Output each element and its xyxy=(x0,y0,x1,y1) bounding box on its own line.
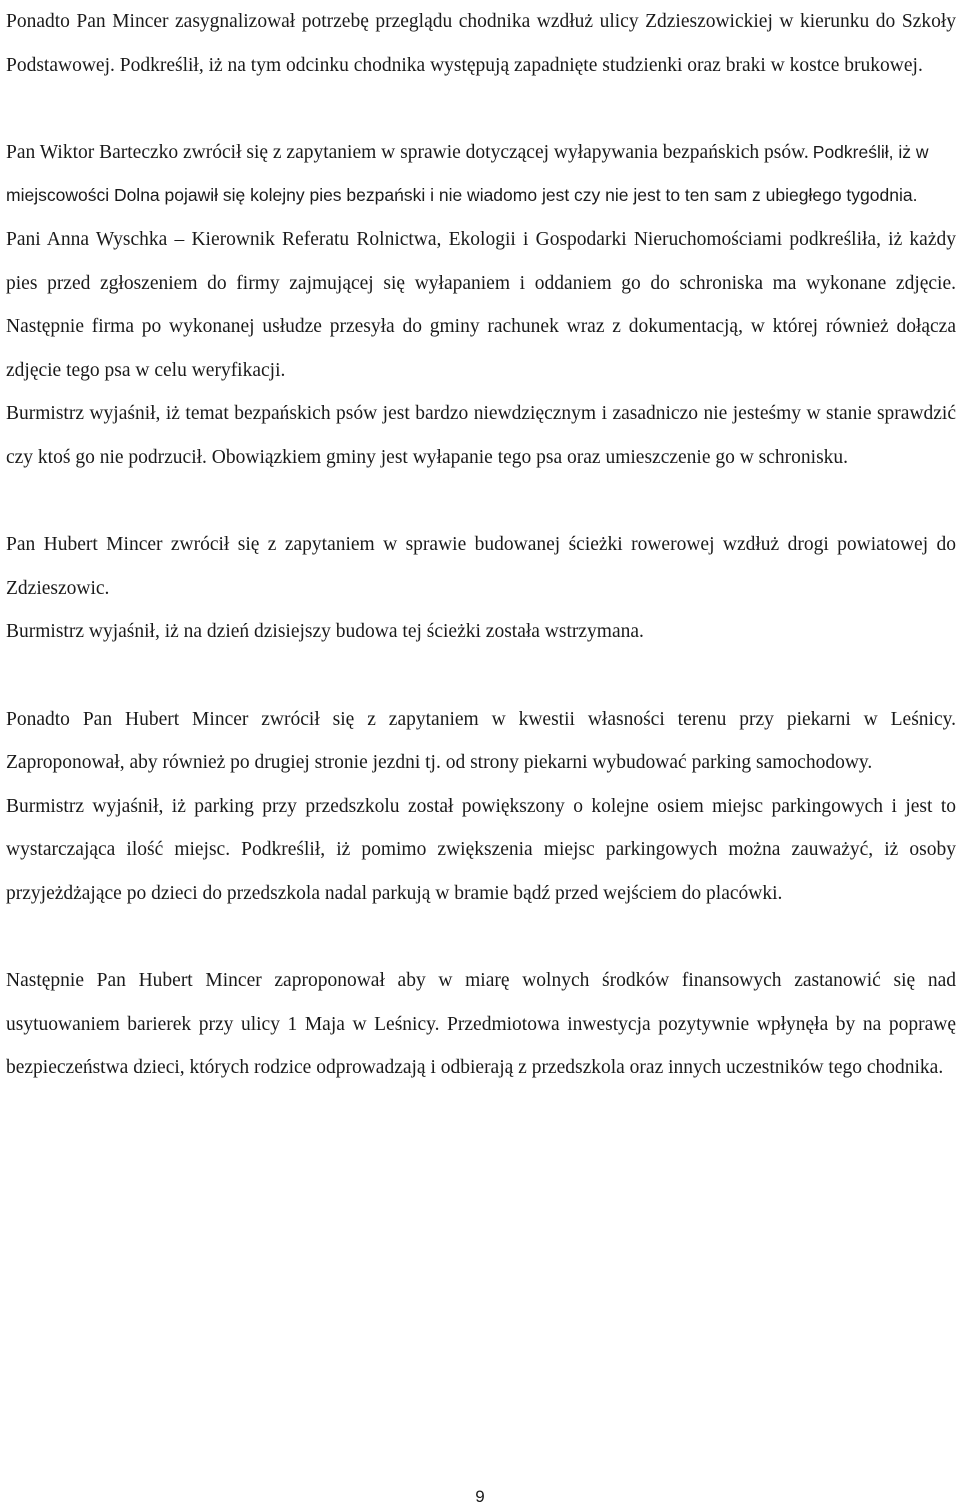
paragraph-barriers-proposal: Następnie Pan Hubert Mincer zaproponował aby w miarę wolnych środków finansowych zastanowić się nad usytuowaniem barierek przy ulicy 1 Maja w Leśnicy. Przedmiotowa inwestycja pozytywnie wpłynęła by na poprawę bezpieczeństwa dzieci, których rodzice odprowadzają i odbierają z przedszkola oraz innych uczestników tego chodnika. xyxy=(6,970,956,1079)
paragraph-stray-dog-dolna: Podkreślił, iż w miejscowości Dolna pojawił się kolejny pies bezpański i nie wiadomo jest czy nie jest to ten sam z ubiegłego tygodnia. xyxy=(6,141,929,206)
paragraph-sidewalk-review: Ponadto Pan Mincer zasygnalizował potrzebę przeglądu chodnika wzdłuż ulicy Zdzieszowickiej w kierunku do Szkoły Podstawowej. Podkreślił, iż na tym odcinku chodnika występują zapadnięte studzienki oraz braki w kostce brukowej. xyxy=(6,11,956,76)
paragraph-bike-path-answer: Burmistrz wyjaśnił, iż na dzień dzisiejszy budowa tej ścieżki została wstrzymana. xyxy=(6,621,644,643)
document-page xyxy=(6,0,956,1090)
paragraph-spacer xyxy=(6,915,956,959)
paragraph-kindergarten-parking-answer: Burmistrz wyjaśnił, iż parking przy przedszkolu został powiększony o kolejne osiem miejsc parkingowych i jest to wystarczająca ilość miejsc. Podkreślił, iż pomimo zwiększenia miejsc parkingowych można zauważyć, iż osoby przyjeżdżające po dzieci do przedszkola nadal parkują w bramie bądź przed wejściem do placówki. xyxy=(6,795,956,904)
paragraph-spacer xyxy=(6,654,956,698)
paragraph-wyschka-explanation: Pani Anna Wyschka – Kierownik Referatu Rolnictwa, Ekologii i Gospodarki Nieruchomościami podkreśliła, iż każdy pies przed zgłoszeniem do firmy zajmującej się wyłapaniem i oddaniem go do schroniska ma wykonane zdjęcie. Następnie firma po wykonanej usłudze przesyła do gminy rachunek wraz z dokumentacją, w której również dołącza zdjęcie tego psa w celu weryfikacji. xyxy=(6,228,956,381)
paragraph-bakery-parking-question: Ponadto Pan Hubert Mincer zwrócił się z zapytaniem w kwestii własności terenu przy piekarni w Leśnicy. Zaproponował, aby również po drugiej stronie jezdni tj. od strony piekarni wybudować parking samochodowy. xyxy=(6,708,956,774)
paragraph-spacer xyxy=(6,480,956,524)
paragraph-stray-dogs-question: Pan Wiktor Barteczko zwrócił się z zapytaniem w sprawie dotyczącej wyłapywania bezpańskich psów. xyxy=(6,141,809,163)
paragraph-bike-path-question: Pan Hubert Mincer zwrócił się z zapytaniem w sprawie budowanej ścieżki rowerowej wzdłuż drogi powiatowej do Zdzieszowic. xyxy=(6,534,956,599)
paragraph-mayor-stray-dogs: Burmistrz wyjaśnił, iż temat bezpańskich psów jest bardzo niewdzięcznym i zasadniczo nie jesteśmy w stanie sprawdzić czy ktoś go nie podrzucił. Obowiązkiem gminy jest wyłapanie tego psa oraz umieszczenie go w schronisku. xyxy=(6,403,956,468)
page-number: 9 xyxy=(475,1487,485,1506)
paragraph-spacer xyxy=(6,87,956,131)
